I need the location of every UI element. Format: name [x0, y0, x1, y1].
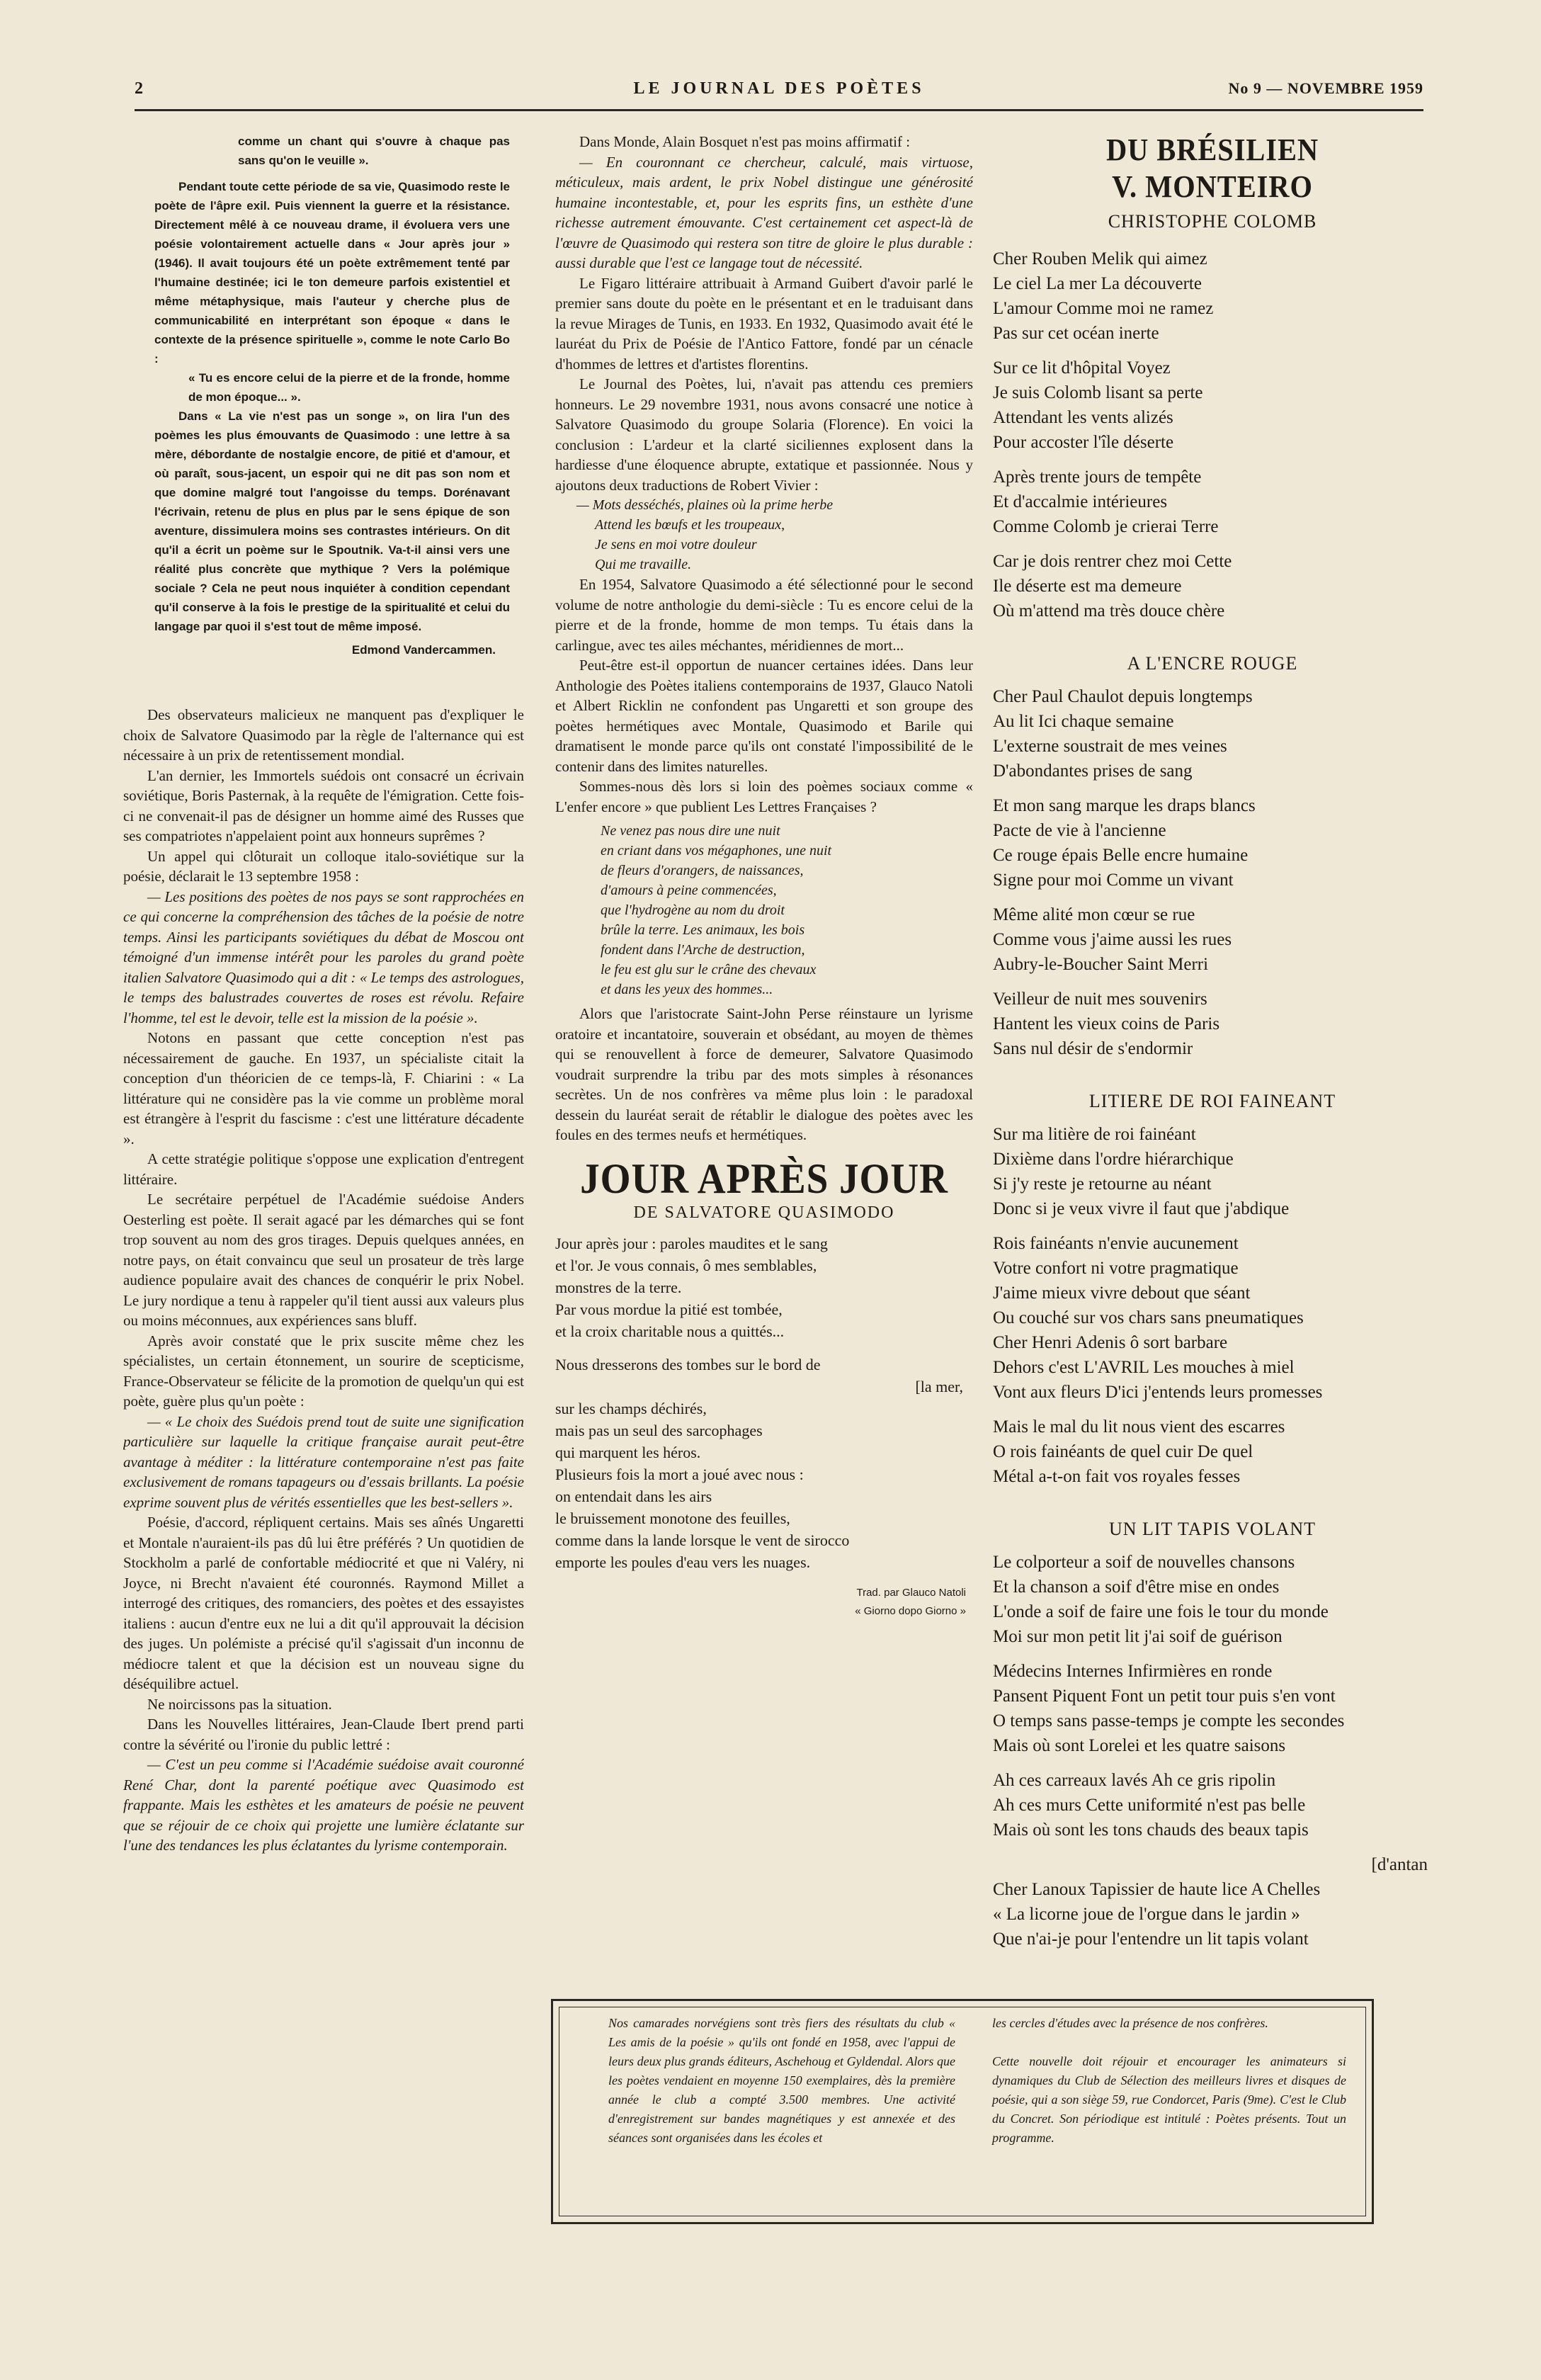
poem-line: Pacte de vie à l'ancienne — [993, 821, 1166, 840]
poem-line: « La licorne joue de l'orgue dans le jardin » — [993, 1905, 1300, 1924]
poem-line: Ah ces murs Cette uniformité n'est pas belle — [993, 1796, 1306, 1815]
page-header — [135, 76, 1423, 111]
poem-line: O rois fainéants de quel cuir De quel — [993, 1442, 1253, 1461]
translation-credit: Trad. par Glauco Natoli — [856, 1586, 966, 1599]
article-paragraph: En 1954, Salvatore Quasimodo a été sélectionné pour le second volume de notre anthologie du demi-siècle : Tu es encore celui de la pierre et de la fronde, homme de mon temps. Tu étais dans la carlingue, avec tes ailes méchantes, méridiennes de mort... — [555, 576, 973, 654]
poem-line: Que n'ai-je pour l'entendre un lit tapis volant — [993, 1930, 1309, 1949]
poem-line: Ile déserte est ma demeure — [993, 577, 1182, 596]
poem-line: Aubry-le-Boucher Saint Merri — [993, 955, 1209, 974]
poem-encre-rouge — [993, 684, 1432, 1061]
poem-line: Dehors c'est L'AVRIL Les mouches à miel — [993, 1358, 1295, 1377]
article-paragraph: Peut-être est-il opportun de nuancer certaines idées. Dans leur Anthologie des Poètes italiens contemporains de 1937, Glauco Natoli et Albert Ricklin ne confondent pas Ungaretti et son groupe des poètes hermétiques avec Montale, Quasimodo et Barile qui dramatisent le monde parce qu'ils ont constaté l'impossibilité de le contenir dans des limites naturelles. — [555, 657, 973, 775]
poem-line: Par vous mordue la pitié est tombée, — [555, 1300, 783, 1318]
article-paragraph: Le Journal des Poètes, lui, n'avait pas attendu ces premiers honneurs. Le 29 novembre 1931, nous avons consacré une notice à Salvatore Quasimodo du groupe Solaria (Florence). En voici la conclusion : L'ardeur et la clarté siciliennes explosent dans la hardiesse d'une éloquence abrupte, extatique et passionnée. Nous y ajoutons deux traductions de Robert Vivier : — [555, 375, 973, 494]
poem-stanza — [993, 549, 1432, 623]
poem-stanza — [993, 1768, 1432, 1842]
poem-line: Ce rouge épais Belle encre humaine — [993, 846, 1249, 865]
lead-article — [123, 132, 524, 659]
poem-stanza — [993, 1231, 1432, 1405]
column-right — [993, 132, 1432, 2257]
article-paragraph: Des observateurs malicieux ne manquent pas d'expliquer le choix de Salvatore Quasimodo par la règle de l'alternance qui est nécessaire à un prix de retentissement mondial. — [123, 706, 524, 764]
club-notice-right-p1: les cercles d'études avec la présence de nos confrères. — [992, 2016, 1268, 2030]
poem-line: Sur ce lit d'hôpital Voyez — [993, 358, 1171, 378]
poem-line: [d'antan — [1371, 1855, 1428, 1874]
poem-christophe-colomb — [993, 246, 1432, 623]
prize-article-col2 — [555, 132, 973, 1145]
poem-line: Et la chanson a soif d'être mise en ondes — [993, 1577, 1280, 1597]
poem-line: Hantent les vieux coins de Paris — [993, 1014, 1220, 1033]
verse-line: que l'hydrogène au nom du droit — [601, 902, 785, 918]
poem-line: D'abondantes prises de sang — [993, 761, 1193, 781]
poem-line: sur les champs déchirés, — [555, 1399, 707, 1417]
poem-stanza — [993, 1550, 1432, 1649]
verse-line: — Mots desséchés, plaines où la prime herbe — [576, 497, 834, 513]
article-paragraph: Dans les Nouvelles littéraires, Jean-Claude Ibert prend parti contre la sévérité ou l'ironie du public lettré : — [123, 1716, 524, 1753]
issue-info: No 9 — NOVEMBRE 1959 — [1228, 79, 1423, 97]
lead-quote: « Tu es encore celui de la pierre et de la fronde, homme de mon époque... ». — [188, 371, 510, 404]
page-number: 2 — [135, 79, 143, 98]
poem-line: Ou couché sur vos chars sans pneumatiques — [993, 1308, 1304, 1327]
poem-line: Même alité mon cœur se rue — [993, 905, 1195, 924]
poem-line: Métal a-t-on fait vos royales fesses — [993, 1467, 1241, 1486]
verse-line: brûle la terre. Les animaux, les bois — [601, 922, 805, 938]
monteiro-title-line2: V. MONTEIRO — [1112, 169, 1313, 204]
enfer-verse — [555, 821, 973, 999]
verse-line: et dans les yeux des hommes... — [601, 982, 773, 997]
poem-line: Nous dresserons des tombes sur le bord de — [555, 1355, 821, 1373]
verse-line: d'amours à peine commencées, — [601, 883, 777, 898]
poem-line: Signe pour moi Comme un vivant — [993, 871, 1234, 890]
article-paragraph: Ne noircissons pas la situation. — [147, 1695, 332, 1713]
lead-paragraph: Pendant toute cette période de sa vie, Quasimodo reste le poète de l'âpre exil. Puis viennent la guerre et la résistance. Directement mêlé à ce nouveau drame, il évoluera vers une poésie volontairement actuelle dans « Jour après jour » (1946). Il avait toujours été un poète extrêmement tenté par l'humaine destinée; ici le ton demeure parfois existentiel et même métaphysique, mais l'auteur y cherche plus de communicabilité en interprétant son époque « dans le contexte de la présence spirituelle », comme le note Carlo Bo : — [154, 180, 510, 366]
vivier-verse — [555, 495, 973, 574]
source-credit: « Giorno dopo Giorno » — [855, 1604, 966, 1617]
verse-line: fondent dans l'Arche de destruction, — [601, 942, 805, 958]
poem-line: Sans nul désir de s'endormir — [993, 1039, 1193, 1058]
poem-line: Pour accoster l'île déserte — [993, 433, 1174, 452]
verse-line: Qui me travaille. — [595, 557, 692, 572]
article-paragraph: Dans Monde, Alain Bosquet n'est pas moins affirmatif : — [579, 133, 911, 150]
poem-line: Ah ces carreaux lavés Ah ce gris ripolin — [993, 1771, 1276, 1790]
poem-title-lit-tapis-volant: UN LIT TAPIS VOLANT — [1108, 1519, 1317, 1539]
club-notice-box — [551, 1999, 1374, 2224]
poem-stanza — [993, 793, 1432, 892]
poem-line: Veilleur de nuit mes souvenirs — [993, 990, 1207, 1009]
poem-line: Et d'accalmie intérieures — [993, 492, 1168, 511]
article-paragraph: Alors que l'aristocrate Saint-John Perse réinstaure un lyrisme oratoire et incantatoire, souverain et obsédant, au moyen de thèmes qui se renouvellent à force de demeurer, Salvatore Quasimodo voudrait surprendre la tribu par des mots simples à résonances secrètes. Un de nos confrères va même plus loin : le paradoxal dessein du lauréat serait de rétablir le dialogue des poètes avec les foules en des termes neufs et hermétiques. — [555, 1005, 973, 1143]
poem-jour-apres-jour — [555, 1232, 973, 1620]
poem-title-litiere: LITIERE DE ROI FAINEANT — [1088, 1091, 1336, 1111]
poem-line: Vont aux fleurs D'ici j'entends leurs promesses — [993, 1383, 1323, 1402]
poem-line: Le colporteur a soif de nouvelles chansons — [993, 1553, 1295, 1572]
poem-line: L'onde a soif de faire une fois le tour du monde — [993, 1602, 1329, 1621]
verse-line: de fleurs d'orangers, de naissances, — [601, 863, 804, 878]
poem-stanza — [993, 465, 1432, 539]
poem-line: le bruissement monotone des feuilles, — [555, 1509, 790, 1527]
poem-line: Cher Paul Chaulot depuis longtemps — [993, 687, 1253, 706]
poem-line: Je suis Colomb lisant sa perte — [993, 383, 1203, 402]
poem-title: JOUR APRÈS JOUR — [580, 1155, 948, 1202]
poem-line: Si j'y reste je retourne au néant — [993, 1174, 1212, 1194]
poem-line: Votre confort ni votre pragmatique — [993, 1259, 1239, 1278]
lead-paragraph: Dans « La vie n'est pas un songe », on lira l'un des poèmes les plus émouvants de Quasimodo : une lettre à sa mère, débordante de nostalgie encore, de pitié et d'amour, et où paraît, sous-jacent, un espoir qui ne dit pas son nom et que domine malgré tout l'angoisse du temps. Dorénavant l'écrivain, retenu de plus en plus par le sens épique de son aventure, dissimulera moins ses contrastes intérieurs. On dit qu'il a écrit un poème sur le Spoutnik. Va-t-il ainsi vers une réalité plus concrète que mythique ? Vers la polémique sociale ? Cela ne peut nous inquiéter à condition cependant qu'il conserve à la fois le prestige de la spiritualité et celui du langage par quoi il s'est tout de même imposé. — [154, 409, 510, 633]
verse-line: Attend les bœufs et les troupeaux, — [595, 517, 785, 533]
article-quote: — Les positions des poètes de nos pays se sont rapprochées en ce qui concerne la compréhension des tâches de la poésie de notre temps. Ainsi les participants soviétiques du débat de Moscou ont témoigné d'un immense intérêt pour les paroles du grand poète italien Salvatore Quasimodo qui a dit : « Le temps des astrologues, le temps des balustrades couvertes de roses est révolu. Refaire l'homme, tel est le devoir, telle est la mission de la poésie ». — [123, 888, 524, 1026]
poem-line: L'externe soustrait de mes veines — [993, 737, 1227, 756]
article-paragraph: Poésie, d'accord, répliquent certains. Mais ses aînés Ungaretti et Montale n'auraient-ils pas dû lui être préférés ? Un quotidien de Stockholm a parlé de confortable médiocrité et que ni Valéry, ni Joyce, ni Brecht n'avaient été couronnés. Raymond Millet a interrogé des critiques, des romanciers, des poètes et des essayistes italiens : aucun d'entre eux ne lui a dit qu'il approuvait la décision des juges. Un polémiste a précisé qu'il s'agissait d'un inconnu de médiocre talent et que la décision est un nouveau signe du déséquilibre actuel. — [123, 1514, 524, 1692]
poem-stanza — [993, 902, 1432, 977]
poem-line: Mais où sont Lorelei et les quatre saisons — [993, 1736, 1286, 1755]
poem-line: mais pas un seul des sarcophages — [555, 1421, 763, 1439]
poem-line: Le ciel La mer La découverte — [993, 274, 1202, 293]
journal-title: LE JOURNAL DES POÈTES — [633, 79, 925, 98]
poem-byline: DE SALVATORE QUASIMODO — [633, 1203, 895, 1222]
poem-stanza — [993, 987, 1432, 1061]
club-notice-right — [992, 2014, 1346, 2148]
poem-stanza — [993, 1659, 1432, 1758]
verse-line: le feu est glu sur le crâne des chevaux — [601, 962, 817, 978]
column-left — [123, 132, 524, 2257]
poem-line: Pas sur cet océan inerte — [993, 324, 1159, 343]
poem-line: on entendait dans les airs — [555, 1487, 712, 1505]
prize-article-col1 — [123, 705, 524, 1856]
poem-lit-tapis-volant — [993, 1550, 1432, 1951]
poem-line: Moi sur mon petit lit j'ai soif de guérison — [993, 1627, 1283, 1646]
poem-line: Dixième dans l'ordre hiérarchique — [993, 1150, 1234, 1169]
poem-line: Médecins Internes Infirmières en ronde — [993, 1662, 1273, 1681]
poem-line: Attendant les vents alizés — [993, 408, 1173, 427]
poem-stanza — [993, 246, 1432, 346]
article-paragraph: Le Figaro littéraire attribuait à Armand Guibert d'avoir parlé le premier sans doute du poète en le présentant et en le traduisant dans la revue Mirages de Tunis, en 1933. En 1932, Quasimodo avait été le lauréat du Prix de Poésie de l'Antico Fattore, fondé par un cénacle d'hommes de lettres et d'artistes florentins. — [555, 274, 973, 373]
poem-litiere — [993, 1122, 1432, 1489]
poem-stanza — [993, 356, 1432, 455]
poem-line: Jour après jour : paroles maudites et le sang — [555, 1234, 828, 1252]
club-notice-left: Nos camarades norvégiens sont très fiers des résultats du club « Les amis de la poésie » qu'ils ont fondé en 1958, avec l'appui de leurs deux plus grands éditeurs, Aschehoug et Gyldendal. Alors que les poètes vendaient en moyenne 150 exemplaires, dès la première année le club a compté 3.500 membres. Une activité d'enregistrement sur bandes magnétiques y est annexée et des séances sont organisées dans les écoles et — [608, 2016, 955, 2145]
poem-line: et la croix charitable nous a quittés... — [555, 1322, 785, 1340]
poem-line: Cher Lanoux Tapissier de haute lice A Chelles — [993, 1880, 1321, 1899]
club-notice-right-p2: Cette nouvelle doit réjouir et encourager les animateurs si dynamiques du Club de Sélection des meilleurs livres et disques de poésie, qui a son siège 59, rue Condorcet, Paris (9me). C'est le Club du Concret. Son périodique est intitulé : Poètes présents. Tout un programme. — [992, 2054, 1346, 2145]
poem-line: O temps sans passe-temps je compte les secondes — [993, 1711, 1345, 1730]
poem-stanza — [993, 1122, 1432, 1221]
poem-stanza — [993, 684, 1432, 783]
poem-line: qui marquent les héros. — [555, 1443, 701, 1461]
article-quote: — « Le choix des Suédois prend tout de suite une signification particulière sur laquelle la critique française aurait peut-être avantage à méditer : la littérature contemporaine n'est pas faite exclusivement de romans tapageurs ou d'essais brillants. La poésie exprime souvent plus de vérités essentielles que les best-sellers ». — [123, 1412, 524, 1511]
article-quote: — C'est un peu comme si l'Académie suédoise avait couronné René Char, dont la parenté poétique avec Quasimodo est frappante. Mais les esthètes et les amateurs de poésie ne peuvent que se réjouir de ce choix qui projette une lumière éclatante sur l'une des tendances les plus éclatantes du lyrisme contemporain. — [123, 1756, 524, 1854]
poem-line: Donc si je veux vivre il faut que j'abdique — [993, 1199, 1290, 1218]
poem-line: Plusieurs fois la mort a joué avec nous : — [555, 1465, 804, 1483]
column-middle — [555, 132, 973, 2257]
poem-line: Cher Rouben Melik qui aimez — [993, 249, 1207, 268]
article-paragraph: Le secrétaire perpétuel de l'Académie suédoise Anders Oesterling est poète. Il serait agacé par les démarches qui se font trop souvent au nom des gros tirages. Depuis quelques années, en notre pays, on était convaincu que seul un prosateur de très large audience populaire avait des chances de conquérir le prix Nobel. Le jury nordique a tenu à rappeler qu'il tient aussi aux valeurs plus ou moins méconnues, aux expériences sans bluff. — [123, 1191, 524, 1329]
article-paragraph: Après avoir constaté que le prix suscite même chez les spécialistes, un certain étonnement, un sourire de scepticisme, France-Observateur se félicite de la promotion de quelqu'un qui est poète, guère plus qu'un poète : — [123, 1332, 524, 1410]
poem-line: Et mon sang marque les draps blancs — [993, 796, 1256, 815]
lead-signature: Edmond Vandercammen. — [351, 643, 496, 657]
lead-paragraph: comme un chant qui s'ouvre à chaque pas sans qu'on le veuille ». — [238, 135, 510, 167]
monteiro-title-line1: DU BRÉSILIEN — [1105, 132, 1319, 167]
poem-line: monstres de la terre. — [555, 1278, 682, 1296]
article-paragraph: Notons en passant que cette conception n'est pas nécessairement de gauche. En 1937, un spécialiste citait la conception d'un théoricien de ce temps-là, F. Chiarini : « La littérature qui ne considère pas la vie comme un problème moral est étrangère à l'esprit du fascisme : c'est une littérature décadente ». — [123, 1029, 524, 1148]
poem-line: Mais où sont les tons chauds des beaux tapis — [993, 1820, 1309, 1840]
poem-line: Car je dois rentrer chez moi Cette — [993, 552, 1232, 571]
poem-line: [la mer, — [915, 1377, 963, 1395]
poem-title-encre-rouge: A L'ENCRE ROUGE — [1127, 653, 1298, 674]
poem-line: Au lit Ici chaque semaine — [993, 712, 1174, 731]
verse-line: en criant dans vos mégaphones, une nuit — [601, 843, 832, 858]
poem-line: Sur ma litière de roi fainéant — [993, 1125, 1196, 1144]
poem-line: Après trente jours de tempête — [993, 468, 1202, 487]
article-paragraph: Un appel qui clôturait un colloque italo-soviétique sur la poésie, déclarait le 13 septembre 1958 : — [123, 847, 524, 885]
poem-line: J'aime mieux vivre debout que séant — [993, 1284, 1251, 1303]
article-quote: — En couronnant ce chercheur, calculé, mais virtuose, méticuleux, mais ardent, le prix Nobel distingue une générosité humaine incontestable, et, pour les esprits fins, un esthète d'une richesse autrement émouvante. C'est certainement cet aspect-là de l'œuvre de Quasimodo qui restera son titre de gloire le plus durable : aussi durable que l'est ce langage tout de nécessité. — [555, 153, 973, 271]
article-paragraph: L'an dernier, les Immortels suédois ont consacré un écrivain soviétique, Boris Pasternak, à la requête de l'émigration. Cette fois-ci ne convenait-il pas de désigner un homme aimé des Russes que ses compatriotes n'appelaient point aux honneurs suprêmes ? — [123, 766, 524, 844]
poem-title-christophe-colomb: CHRISTOPHE COLOMB — [1108, 211, 1317, 232]
poem-line: Rois fainéants n'envie aucunement — [993, 1234, 1239, 1253]
poem-stanza — [993, 1415, 1432, 1489]
poem-line: Pansent Piquent Font un petit tour puis s'en vont — [993, 1687, 1336, 1706]
poem-line: et l'or. Je vous connais, ô mes semblables, — [555, 1256, 817, 1274]
poem-line: Cher Henri Adenis ô sort barbare — [993, 1333, 1228, 1352]
article-paragraph: Sommes-nous dès lors si loin des poèmes sociaux comme « L'enfer encore » que publient Les Lettres Françaises ? — [555, 778, 973, 815]
poem-line: comme dans la lande lorsque le vent de sirocco — [555, 1531, 850, 1549]
verse-line: Ne venez pas nous dire une nuit — [601, 823, 780, 839]
poem-line: Comme Colomb je crierai Terre — [993, 517, 1219, 536]
poem-line: emporte les poules d'eau vers les nuages. — [555, 1553, 811, 1571]
verse-line: Je sens en moi votre douleur — [595, 537, 757, 552]
poem-line: Mais le mal du lit nous vient des escarres — [993, 1417, 1285, 1436]
poem-line: Où m'attend ma très douce chère — [993, 601, 1225, 620]
article-paragraph: A cette stratégie politique s'oppose une explication d'entregent littéraire. — [123, 1150, 524, 1188]
poem-line: Comme vous j'aime aussi les rues — [993, 930, 1232, 949]
poem-line: L'amour Comme moi ne ramez — [993, 299, 1214, 318]
